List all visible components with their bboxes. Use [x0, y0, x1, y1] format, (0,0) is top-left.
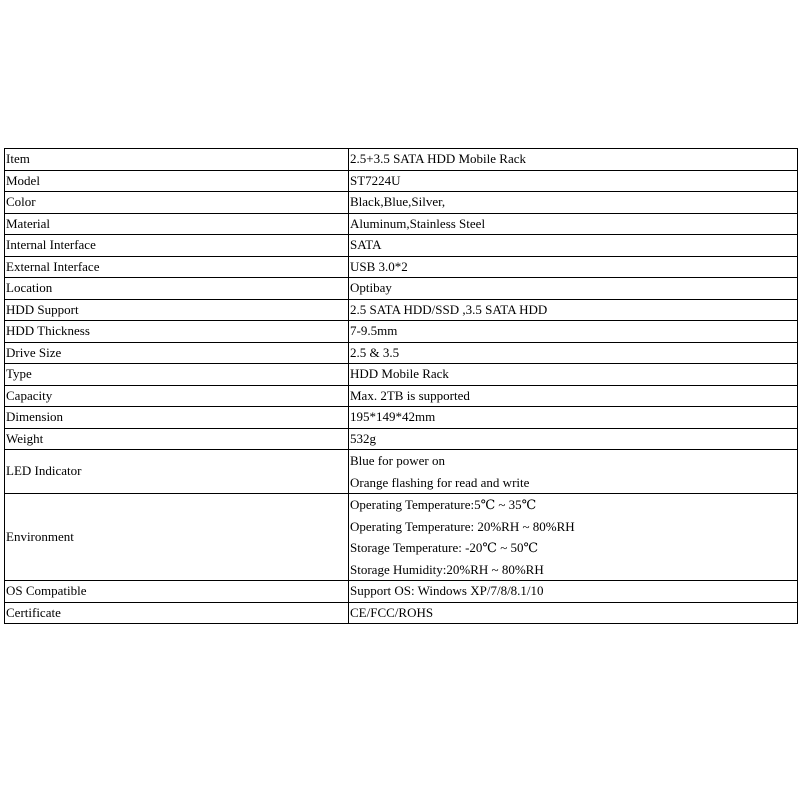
spec-value	[349, 494, 798, 581]
spec-row	[5, 235, 798, 257]
spec-row	[5, 278, 798, 300]
spec-label: LED Indicator	[5, 450, 349, 494]
spec-value: Optibay	[349, 278, 798, 300]
spec-value: Support OS: Windows XP/7/8/8.1/10	[349, 581, 798, 603]
spec-table-body	[5, 149, 798, 624]
spec-label: Color	[5, 192, 349, 214]
spec-row	[5, 192, 798, 214]
spec-label: OS Compatible	[5, 581, 349, 603]
spec-value: Aluminum,Stainless Steel	[349, 213, 798, 235]
spec-value-line: Storage Humidity:20%RH ~ 80%RH	[350, 561, 544, 577]
spec-label: Internal Interface	[5, 235, 349, 257]
spec-row	[5, 385, 798, 407]
spec-value: HDD Mobile Rack	[349, 364, 798, 386]
spec-value: 532g	[349, 428, 798, 450]
spec-row	[5, 299, 798, 321]
spec-row	[5, 149, 798, 171]
spec-label: Certificate	[5, 602, 349, 624]
spec-row	[5, 170, 798, 192]
spec-label: External Interface	[5, 256, 349, 278]
spec-value-line: Blue for power on	[350, 453, 445, 468]
spec-value: USB 3.0*2	[349, 256, 798, 278]
spec-value: SATA	[349, 235, 798, 257]
spec-row	[5, 602, 798, 624]
spec-value-line: Storage Temperature: -20℃ ~ 50℃	[350, 540, 539, 555]
spec-value-line: Operating Temperature:5℃ ~ 35℃	[350, 497, 537, 512]
spec-row	[5, 342, 798, 364]
spec-label: Environment	[5, 494, 349, 581]
spec-label: HDD Thickness	[5, 321, 349, 343]
spec-row	[5, 407, 798, 429]
spec-table	[4, 148, 798, 624]
spec-value: 2.5+3.5 SATA HDD Mobile Rack	[349, 149, 798, 171]
spec-value: 195*149*42mm	[349, 407, 798, 429]
spec-label: Drive Size	[5, 342, 349, 364]
spec-row	[5, 256, 798, 278]
spec-value-line: Operating Temperature: 20%RH ~ 80%RH	[350, 518, 575, 534]
spec-label: Capacity	[5, 385, 349, 407]
spec-row	[5, 321, 798, 343]
spec-label: Material	[5, 213, 349, 235]
spec-value: 2.5 & 3.5	[349, 342, 798, 364]
spec-row	[5, 213, 798, 235]
spec-label: Model	[5, 170, 349, 192]
spec-label: Item	[5, 149, 349, 171]
spec-value: 2.5 SATA HDD/SSD ,3.5 SATA HDD	[349, 299, 798, 321]
spec-row	[5, 494, 798, 581]
spec-label: HDD Support	[5, 299, 349, 321]
spec-row	[5, 364, 798, 386]
spec-label: Dimension	[5, 407, 349, 429]
spec-row	[5, 581, 798, 603]
spec-value-line: Orange flashing for read and write	[350, 474, 530, 490]
spec-label: Type	[5, 364, 349, 386]
spec-value: Black,Blue,Silver,	[349, 192, 798, 214]
spec-value: Max. 2TB is supported	[349, 385, 798, 407]
spec-label: Location	[5, 278, 349, 300]
spec-label: Weight	[5, 428, 349, 450]
spec-row	[5, 450, 798, 494]
spec-value: ST7224U	[349, 170, 798, 192]
spec-row	[5, 428, 798, 450]
spec-value: CE/FCC/ROHS	[349, 602, 798, 624]
spec-value: 7-9.5mm	[349, 321, 798, 343]
spec-value	[349, 450, 798, 494]
